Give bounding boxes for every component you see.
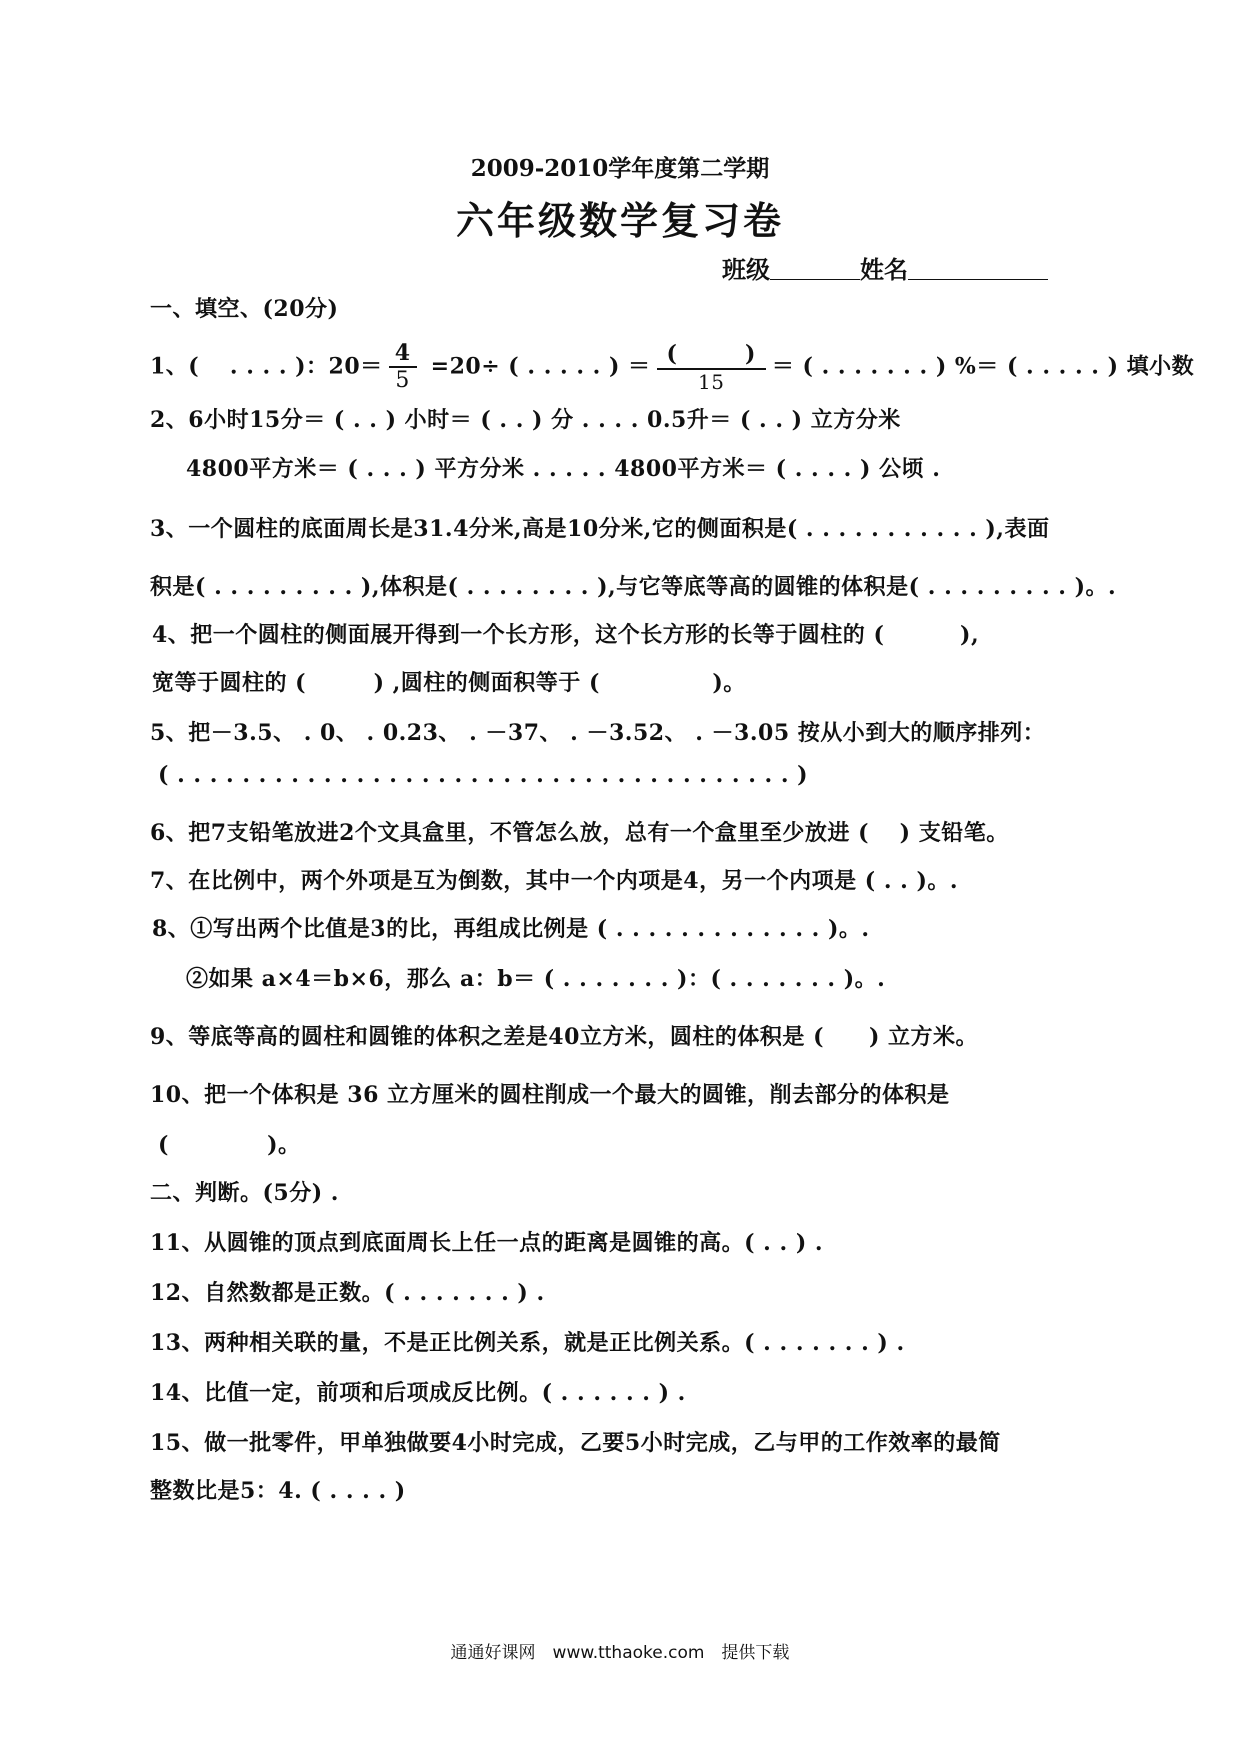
question-13: 13、两种相关联的量，不是正比例关系，就是正比例关系。( . . . . . . . ) . [150,1330,905,1356]
question-15-line-1: 15、做一批零件，甲单独做要4小时完成，乙要5小时完成，乙与甲的工作效率的最简 [150,1430,1001,1456]
question-7: 7、在比例中，两个外项是互为倒数，其中一个内项是4，另一个内项是 ( . . )。. [150,868,959,894]
fraction-numerator: 4 [389,340,417,368]
question-9: 9、等底等高的圆柱和圆锥的体积之差是40立方米，圆柱的体积是 ( ) 立方米。 [150,1024,979,1050]
name-blank[interactable] [908,257,1048,280]
fraction-blank-over-15 [657,341,766,393]
class-label: 班级 [722,255,770,284]
question-5-line-2: ( . . . . . . . . . . . . . . . . . . . . . . . . . . . . . . . . . . . . . . ) [158,762,809,788]
question-11: 11、从圆锥的顶点到底面周长上任一点的距离是圆锥的高。( . . ) . [150,1230,824,1256]
question-10-line-2: ( )。 [158,1132,301,1158]
question-15-line-2: 整数比是5：4. ( . . . . ) [150,1478,406,1504]
question-14: 14、比值一定，前项和后项成反比例。( . . . . . . ) . [150,1380,686,1406]
exam-year: 2009-2010学年度第二学期 [470,155,770,182]
question-4-line-1: 4、把一个圆柱的侧面展开得到一个长方形，这个长方形的长等于圆柱的 ( ), [152,622,980,648]
question-8-line-1: 8、①写出两个比值是3的比，再组成比例是 ( . . . . . . . . . . . . . )。. [152,916,870,942]
fraction-four-fifths [389,340,417,395]
question-4-line-2: 宽等于圆柱的 ( ) ,圆柱的侧面积等于 ( )。 [152,670,746,696]
exam-title: 六年级数学复习卷 [455,198,784,243]
q1-part2: =20÷ ( . . . . . ) ＝ [422,353,651,380]
class-name-row [722,250,1048,285]
question-2-line-1: 2、6小时15分＝ ( . . ) 小时＝ ( . . ) 分 . . . . 0.5升＝ ( . . ) 立方分米 [150,407,901,433]
q1-part1: 1、( . . . . )：20＝ [150,353,383,380]
question-8-line-2: ②如果 a×4＝b×6，那么 a：b＝ ( . . . . . . . )：( . . . . . . . )。. [186,966,886,992]
section-1-heading: 一、填空、(20分) [150,296,339,322]
fraction-denominator: 5 [395,368,410,394]
name-label: 姓名 [860,255,908,284]
question-1 [150,340,1194,395]
section-2-heading: 二、判断。(5分) . [150,1180,339,1206]
question-3-line-1: 3、一个圆柱的底面周长是31.4分米,高是10分米,它的侧面积是( . . . . . . . . . . . ),表面 [150,516,1050,542]
footer-source: 通通好课网 www.tthaoke.com 提供下载 [450,1643,790,1663]
question-12: 12、自然数都是正数。( . . . . . . . ) . [150,1280,545,1306]
question-2-line-2: 4800平方米＝ ( . . . ) 平方分米 . . . . . 4800平方米＝ ( . . . . ) 公顷 . [186,456,941,482]
q1-part3: ＝ ( . . . . . . . ) %＝ ( . . . . . ) 填小数 [771,353,1195,380]
question-3-line-2: 积是( . . . . . . . . . ),体积是( . . . . . . . . ),与它等底等高的圆锥的体积是( . . . . . . . . . )。. [150,574,1117,600]
question-5-line-1: 5、把－3.5、 . 0、 . 0.23、 . －37、 . －3.52、 . －3.05 按从小到大的顺序排列： [150,720,1046,746]
question-10-line-1: 10、把一个体积是 36 立方厘米的圆柱削成一个最大的圆锥，削去部分的体积是 [150,1082,950,1108]
class-blank[interactable] [770,257,860,280]
fraction-denominator-15: 15 [697,369,725,394]
fraction-numerator-blank[interactable]: ( ) [657,341,766,369]
question-6: 6、把7支铅笔放进2个文具盒里，不管怎么放，总有一个盒里至少放进 ( ) 支铅笔。 [150,820,1009,846]
